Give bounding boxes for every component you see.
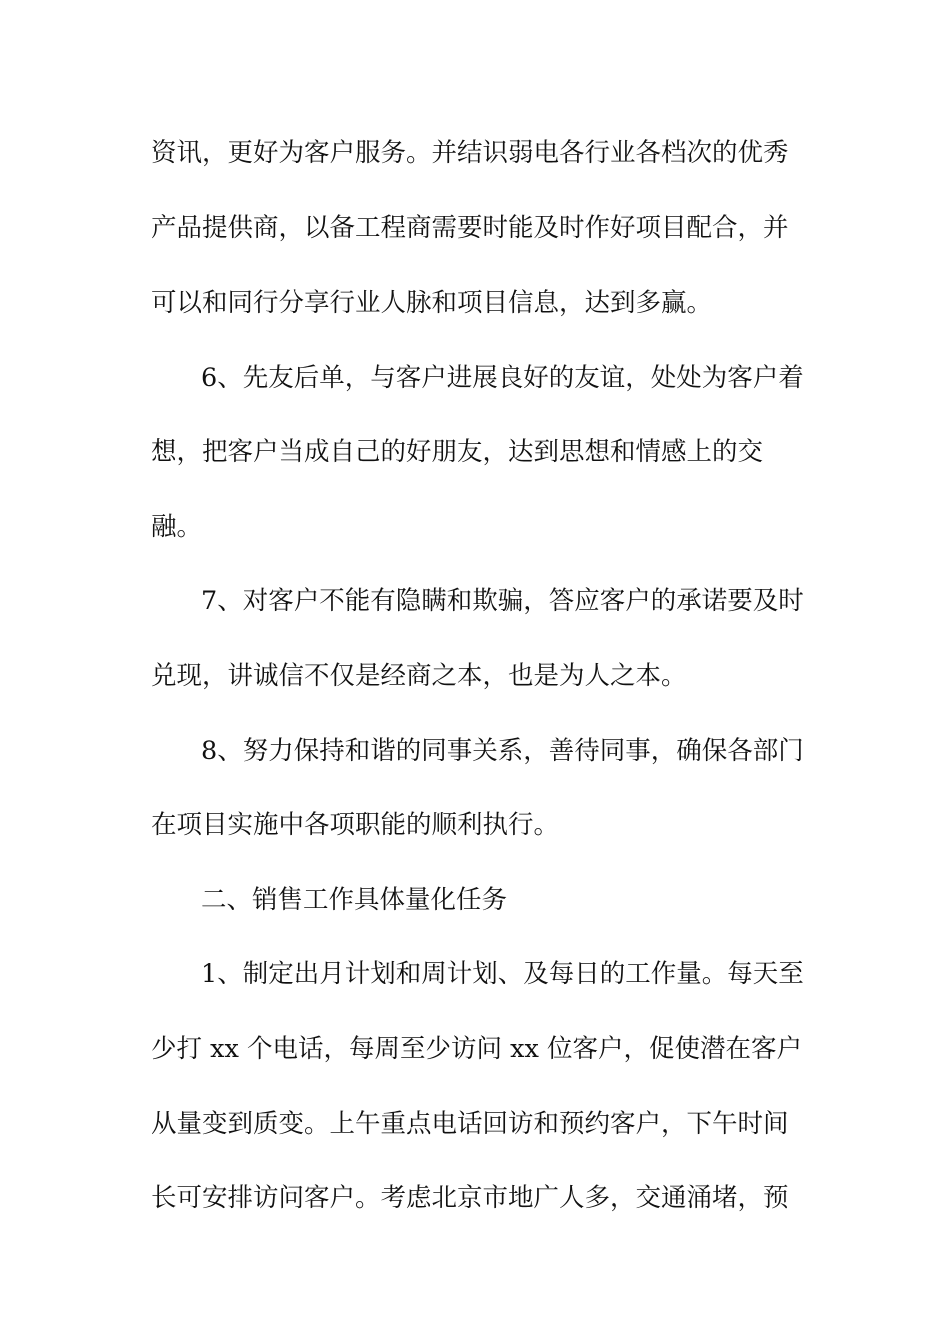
paragraph-first-line: 6、先友后单，与客户进展良好的友谊，处处为客户着 [201, 363, 804, 393]
paragraph-first-line: 7、对客户不能有隐瞒和欺骗，答应客户的承诺要及时 [201, 586, 804, 616]
text-line: 融。 [151, 512, 203, 542]
text-line: 从量变到质变。上午重点电话回访和预约客户，下午时间 [151, 1109, 789, 1139]
text-line: 资讯，更好为客户服务。并结识弱电各行业各档次的优秀 [151, 138, 789, 168]
text-line: 想，把客户当成自己的好朋友，达到思想和情感上的交 [151, 437, 764, 467]
text-line: 可以和同行分享行业人脉和项目信息，达到多赢。 [151, 288, 713, 318]
text-line: 产品提供商，以备工程商需要时能及时作好项目配合，并 [151, 213, 789, 243]
section-heading: 二、销售工作具体量化任务 [201, 885, 508, 915]
text-line: 兑现，讲诚信不仅是经商之本，也是为人之本。 [151, 661, 687, 691]
paragraph-first-line: 8、努力保持和谐的同事关系，善待同事，确保各部门 [201, 736, 804, 766]
paragraph-first-line: 1、制定出月计划和周计划、及每日的工作量。每天至 [201, 959, 804, 989]
text-line: 少打 xx 个电话，每周至少访问 xx 位客户，促使潜在客户 [151, 1034, 802, 1064]
text-line: 长可安排访问客户。考虑北京市地广人多，交通涌堵，预 [151, 1183, 789, 1213]
text-line: 在项目实施中各项职能的顺利执行。 [151, 810, 560, 840]
